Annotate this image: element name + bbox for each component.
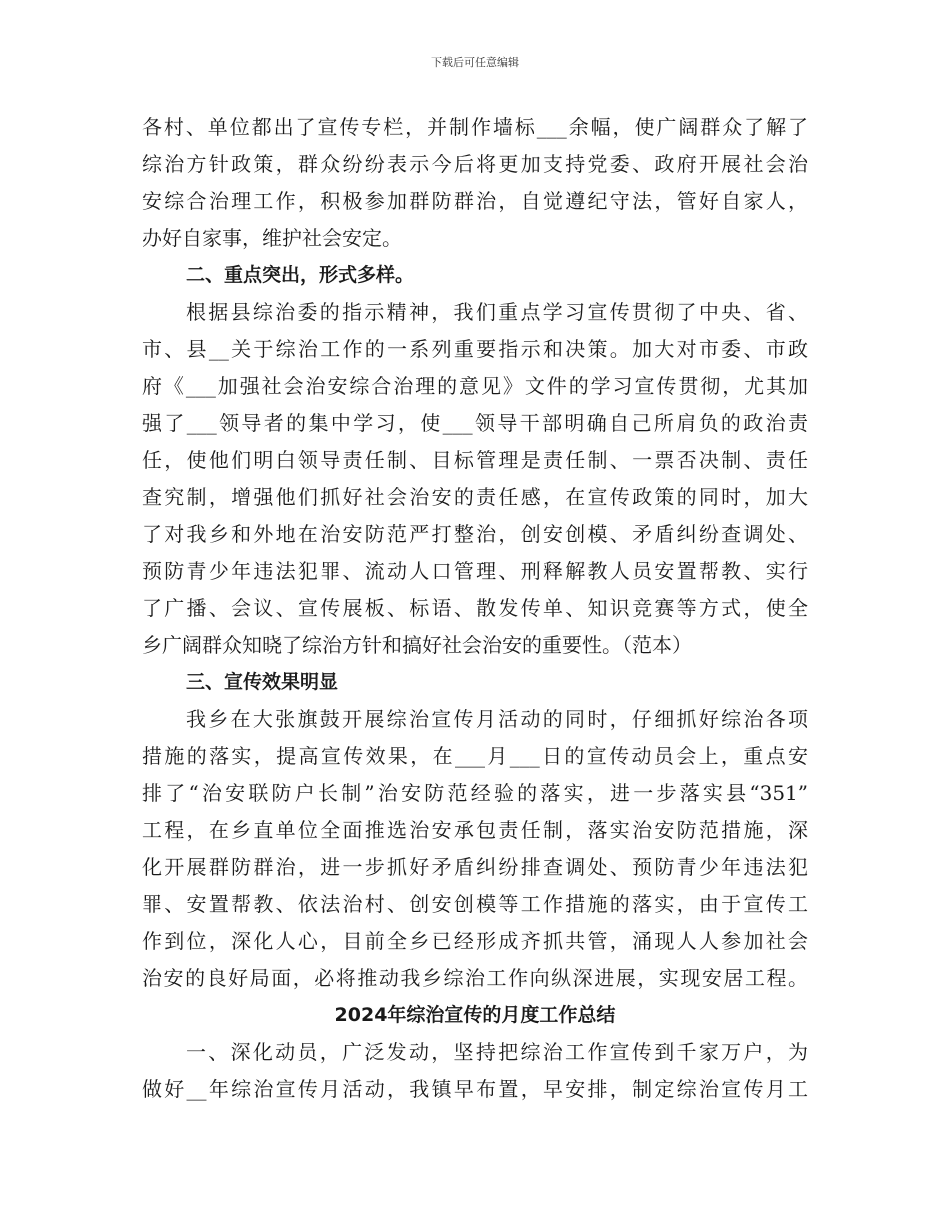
paragraph-line: 乡广阔群众知晓了综治方针和搞好社会治安的重要性。（范本）: [142, 633, 692, 657]
paragraph-line: 安综合治理工作，积极参加群防群治，自觉遵纪守法，管好自家人，: [142, 189, 808, 213]
paragraph-line: 作到位，深化人心，目前全乡已经形成齐抓共管，涌现人人参加社会: [142, 929, 808, 953]
paragraph-line: 工程，在乡直单位全面推选治安承包责任制，落实治安防范措施，深: [142, 818, 808, 842]
paragraph-line: 任，使他们明白领导责任制、目标管理是责任制、一票否决制、责任: [142, 448, 808, 472]
paragraph-line: 各村、单位都出了宣传专栏，并制作墙标___余幅，使广阔群众了解了: [142, 115, 808, 139]
paragraph-line: 查究制，增强他们抓好社会治安的责任感，在宣传政策的同时，加大: [142, 485, 808, 509]
paragraph-line: 强了___领导者的集中学习，使___领导干部明确自己所肩负的政治责: [142, 411, 808, 435]
section-heading: 三、宣传效果明显: [186, 671, 339, 693]
paragraph-line: 根据县综治委的指示精神，我们重点学习宣传贯彻了中央、省、: [186, 300, 808, 324]
paragraph-line: 办好自家事，维护社会安定。: [142, 226, 402, 250]
paragraph-line: 治安的良好局面，必将推动我乡综治工作向纵深进展，实现安居工程。: [142, 966, 808, 990]
paragraph-line: 我乡在大张旗鼓开展综治宣传月活动的同时，仔细抓好综治各项: [186, 707, 808, 731]
paragraph-line: 排了“治安联防户长制”治安防范经验的落实，进一步落实县“351”: [142, 781, 808, 805]
paragraph-line: 措施的落实，提高宣传效果，在___月___日的宣传动员会上，重点安: [142, 744, 808, 768]
page-header: 下载后可任意编辑: [431, 56, 519, 69]
paragraph-line: 做好__年综治宣传月活动，我镇早布置，早安排，制定综治宣传月工: [142, 1077, 808, 1101]
document-body: [142, 109, 808, 1108]
paragraph-line: 综治方针政策，群众纷纷表示今后将更加支持党委、政府开展社会治: [142, 152, 808, 176]
document-title: 2024年综治宣传的月度工作总结: [334, 1004, 616, 1026]
paragraph-line: 罪、安置帮教、依法治村、创安创模等工作措施的落实，由于宣传工: [142, 892, 808, 916]
paragraph-line: 化开展群防群治，进一步抓好矛盾纠纷排查调处、预防青少年违法犯: [142, 855, 808, 879]
paragraph-line: 预防青少年违法犯罪、流动人口管理、刑释解教人员安置帮教、实行: [142, 559, 808, 583]
section-heading: 二、重点突出，形式多样。: [186, 264, 415, 286]
paragraph-line: 府《___加强社会治安综合治理的意见》文件的学习宣传贯彻，尤其加: [142, 374, 808, 398]
paragraph-line: 了广播、会议、宣传展板、标语、散发传单、知识竞赛等方式，使全: [142, 596, 808, 620]
paragraph-line: 一、深化动员，广泛发动，坚持把综治工作宣传到千家万户，为: [186, 1040, 808, 1064]
paragraph-line: 了对我乡和外地在治安防范严打整治，创安创模、矛盾纠纷查调处、: [142, 522, 808, 546]
paragraph-line: 市、县__关于综治工作的一系列重要指示和决策。加大对市委、市政: [142, 337, 808, 361]
